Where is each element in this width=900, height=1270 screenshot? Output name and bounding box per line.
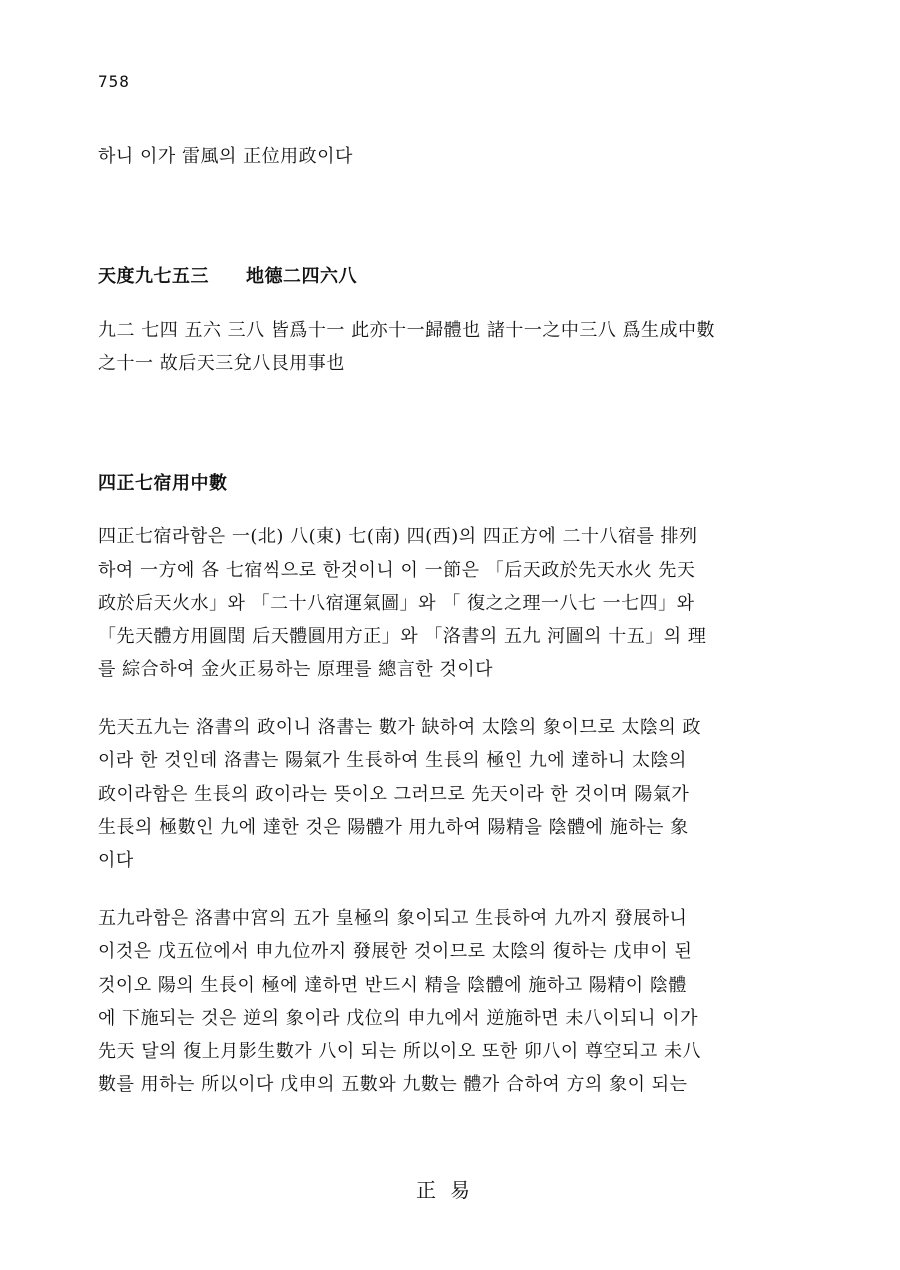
paragraph-line: 政於后天火水」와 「二十八宿運氣圖」와 「 復之之理一八七 一七四」와 — [98, 593, 695, 614]
section-heading-tiandu: 天度九七五三 地德二四六八 — [98, 266, 357, 287]
paragraph-line: 五九라함은 洛書中宮의 五가 皇極의 象이되고 生長하여 九까지 發展하니 — [98, 908, 688, 929]
footer-title: 正易 — [416, 1178, 484, 1202]
paragraph-line: 를 綜合하여 金火正易하는 原理를 總言한 것이다 — [98, 659, 493, 680]
paragraph-line: 先天五九는 洛書의 政이니 洛書는 數가 缺하여 太陰의 象이므로 太陰의 政 — [98, 717, 702, 738]
intro-line: 하니 이가 雷風의 正位用政이다 — [98, 146, 353, 167]
paragraph-line: 에 下施되는 것은 逆의 象이라 戊位의 申九에서 逆施하면 未八이되니 이가 — [98, 1008, 698, 1029]
paragraph-line: 것이오 陽의 生長이 極에 達하면 반드시 精을 陰體에 施하고 陽精이 陰體 — [98, 975, 687, 996]
paragraph-line: 이것은 戊五位에서 申九位까지 發展한 것이므로 太陰의 復하는 戊申이 된 — [98, 941, 693, 962]
paragraph-line: 하여 一方에 各 七宿씩으로 한것이니 이 一節은 「后天政於先天水火 先天 — [98, 560, 696, 581]
paragraph-line: 四正七宿라함은 一(北) 八(東) 七(南) 四(西)의 四正方에 二十八宿를 排列 — [98, 526, 698, 547]
paragraph-line: 九二 七四 五六 三八 皆爲十一 此亦十一歸體也 諸十一之中三八 爲生成中數 — [98, 320, 716, 341]
paragraph-line: 「先天體方用圓閏 后天體圓用方正」와 「洛書의 五九 河圖의 十五」의 理 — [98, 626, 707, 647]
page-number: 758 — [98, 72, 130, 91]
paragraph-line: 之十一 故后天三兌八艮用事也 — [98, 353, 345, 374]
paragraph-line: 數를 用하는 所以이다 戊申의 五數와 九數는 體가 合하여 方의 象이 되는 — [98, 1074, 688, 1095]
paragraph-line: 先天 달의 復上月影生數가 八이 되는 所以이오 또한 卯八이 尊空되고 未八 — [98, 1041, 702, 1062]
section-heading-sizheng: 四正七宿用中數 — [98, 473, 228, 494]
paragraph-line: 이라 한 것인데 洛書는 陽氣가 生長하여 生長의 極인 九에 達하니 太陰의 — [98, 750, 687, 771]
paragraph-line: 이다 — [98, 850, 134, 871]
paragraph-line: 政이라함은 生長의 政이라는 뜻이오 그러므로 先天이라 한 것이며 陽氣가 — [98, 784, 690, 805]
paragraph-line: 生長의 極數인 九에 達한 것은 陽體가 用九하여 陽精을 陰體에 施하는 象 — [98, 817, 689, 838]
